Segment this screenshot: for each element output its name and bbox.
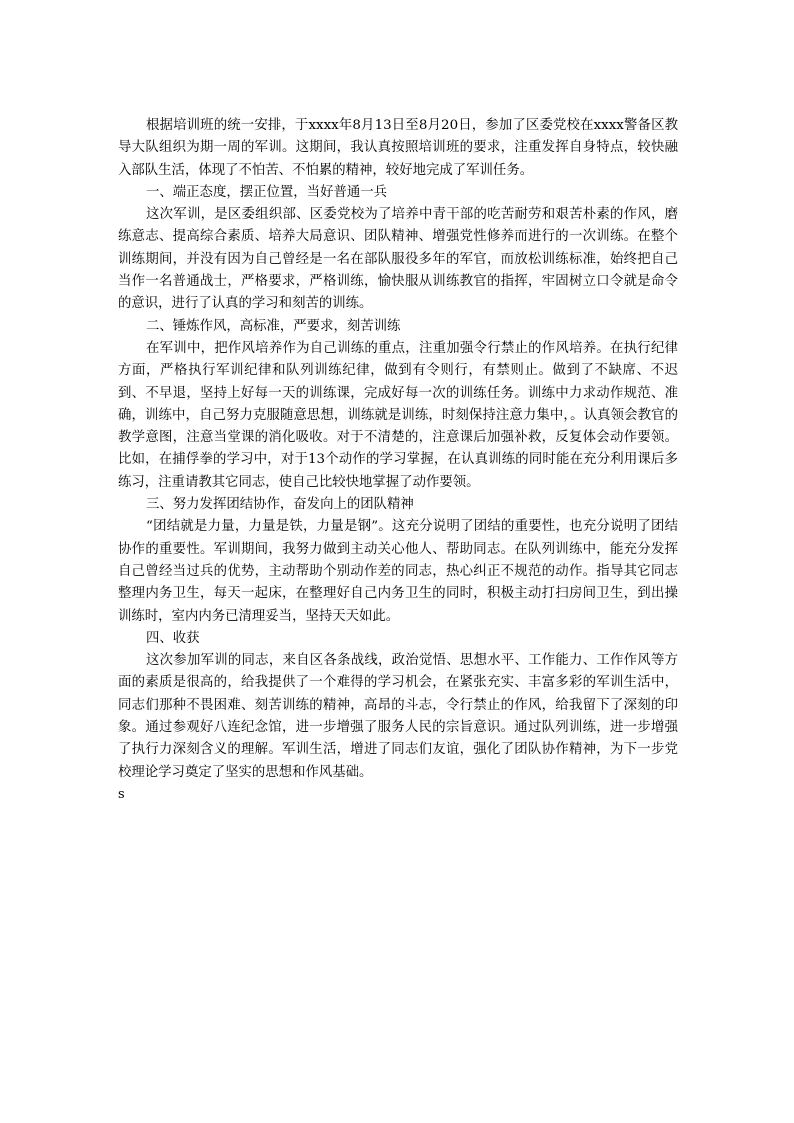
section-body-2: 在军训中，把作风培养作为自己训练的重点，注重加强令行禁止的作风培养。在执行纪律方面，严格执行军训纪律和队列训练纪律，做到有令则行，有禁则止。做到了不缺席、不迟到、不早退，坚持上好每一天的训练课，完成好每一次的训练任务。训练中力求动作规范、准确，训练中，自己努力克服随意思想，训练就是训练，时刻保持注意力集中，。认真领会教官的教学意图，注意当堂课的消化吸收。对于不清楚的，注意课后加强补救，反复体会动作要领。比如，在捕俘拳的学习中，对于13个动作的学习掌握，在认真训练的同时能在充分利用课后多练习，注重请教其它同志，使自己比较快地掌握了动作要领。 <box>118 340 678 490</box>
intro-paragraph: 根据培训班的统一安排，于xxxx年8月13日至8月20日，参加了区委党校在xxxx警备区教导大队组织为期一周的军训。这期间，我认真按照培训班的要求，注重发挥自身特点，较快融入部队生活，体现了不怕苦、不怕累的精神，较好地完成了军训任务。 <box>118 118 678 178</box>
section-heading-4: 四、收获 <box>146 630 200 646</box>
section-body-3: “团结就是力量，力量是铁，力量是钢”。这充分说明了团结的重要性，也充分说明了团结协作的重要性。军训期间，我努力做到主动关心他人、帮助同志。在队列训练中，能充分发挥自己曾经当过兵的优势，主动帮助个别动作差的同志，热心纠正不规范的动作。指导其它同志整理内务卫生，每天一起床，在整理好自己内务卫生的同时，积极主动打扫房间卫生，到出操训练时，室内内务已清理妥当，坚持天天如此。 <box>118 519 678 624</box>
section-body-4: 这次参加军训的同志，来自区各条战线，政治觉悟、思想水平、工作能力、工作作风等方面的素质是很高的，给我提供了一个难得的学习机会，在紧张充实、丰富多彩的军训生活中，同志们那种不畏困难、刻苦训练的精神，高昂的斗志，令行禁止的作风，给我留下了深刻的印象。通过参观好八连纪念馆，进一步增强了服务人民的宗旨意识。通过队列训练，进一步增强了执行力深刻含义的理解。军训生活，增进了同志们友谊，强化了团队协作精神，为下一步党校理论学习奠定了坚实的思想和作风基础。 <box>118 653 678 780</box>
section-heading-1: 一、端正态度，摆正位置，当好普通一兵 <box>146 184 388 200</box>
section-body-1: 这次军训，是区委组织部、区委党校为了培养中青干部的吃苦耐劳和艰苦朴素的作风，磨练意志、提高综合素质、培养大局意识、团队精神、增强党性修养而进行的一次训练。在整个训练期间，并没有因为自己曾经是一名在部队服役多年的军官，而放松训练标准，始终把自己当作一名普通战士，严格要求，严格训练，愉快服从训练教官的指挥，牢固树立口令就是命令的意识，进行了认真的学习和刻苦的训练。 <box>118 207 678 312</box>
section-heading-3: 三、努力发挥团结协作，奋发向上的团队精神 <box>146 497 414 513</box>
section-heading-2: 二、锤炼作风，高标准，严要求，刻苦训练 <box>146 318 401 334</box>
trailing-mark: s <box>118 786 125 802</box>
document-body <box>118 115 678 806</box>
